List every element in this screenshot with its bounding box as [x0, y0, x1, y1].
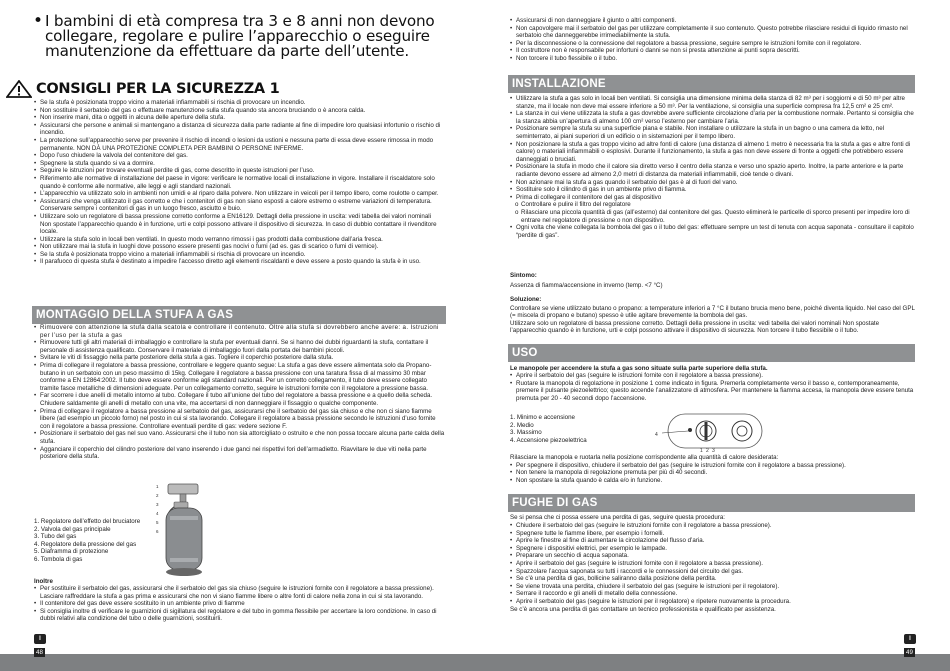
- list-item: • Non capovolgere mai il serbatoio del gas per utilizzare completamente il suo contenuto. Questo potrebbe rilasciare residui di liquido rimasto nel serbatoio che danneggerebbe irrimediabilmente la stufa.: [510, 25, 916, 40]
- list-item: • Il contenitore del gas deve essere sostituito in un ambiente privo di fiamme: [34, 600, 446, 608]
- list-item: • Il costruttore non è responsabile per infortuni o danni se non si presta attenzione ai punti sopra descritti.: [510, 47, 916, 55]
- list-item: • Ogni volta che viene collegata la bombola del gas o il tubo del gas: effettuare sempre un test di tenuta con acqua saponata - consultare il capitolo “perdite di gas”.: [510, 224, 916, 239]
- footer-strip: [0, 654, 950, 671]
- control-knobs-illustration: [650, 410, 770, 456]
- list-item: • Utilizzare solo un regolatore di bassa pressione corretto conforme a EN16129. Dettagli della pressione in uscita: vedi tabella dei valori nominali Non spostate l’apparecchio quando è in funzione, urti e colpi possono attivare il dispositivo di sicurezza. In caso di dubbio contattare il rivenditore locale.: [34, 213, 444, 236]
- list-item: • Prima di collegare il contenitore del gas al dispositivo: [510, 194, 916, 202]
- use-intro: Le manopole per accendere la stufa a gas sono situate sulla parte superiore della stufa.: [510, 365, 768, 372]
- language-badge: I: [904, 634, 916, 644]
- list-subitem: o Controllare e pulire il filtro del regolatore: [510, 201, 916, 209]
- list-item: • Se c’è una perdita di gas, bollicine saliranno dalla posizione della perdita.: [510, 575, 916, 583]
- knob-callout: 2: [706, 448, 709, 454]
- solution-title: Soluzione:: [510, 296, 542, 303]
- gas-cylinder-illustration: [154, 480, 214, 578]
- legend-item: 2. Medio: [510, 421, 534, 429]
- list-item: • Posizionare il serbatoio del gas nel suo vano. Assicurarsi che il tubo non sia attorcigliato o ostruito e che non possa toccare alcuna parte calda della stufa.: [34, 430, 446, 445]
- list-item: • Non spostare la stufa quando è calda e/o in funzione.: [510, 477, 916, 485]
- list-item: • Spazzolare l’acqua saponata su tutti i raccordi e le connessioni del circuito del gas.: [510, 568, 916, 576]
- page-number: 49: [906, 649, 913, 656]
- list-item: • Il parafuoco di questa stufa è destinato a impedire l’accesso diretto agli elementi riscaldanti e deve essere a posto quando la stufa è in uso.: [34, 258, 444, 266]
- list-item: • Rimuovere tutti gli altri materiali di imballaggio e controllare la stufa per eventuali danni. Se si hanno dei dubbi riguardanti la stufa, contattare il personale di assistenza qualificato. Conservare il materiale di imballaggio fuori dalla portata dei bambini piccoli.: [34, 339, 446, 354]
- list-item: • Per sostituire il serbatoio del gas, assicurarsi che il serbatoio del gas sia chiuso (seguire le istruzioni fornite con il regolatore a bassa pressione). Lasciare raffreddare la stufa a gas prima e assicurarsi che non vi siano fiamme libere o altre fonti di calore nella zona in cui si sta lavorando.: [34, 585, 446, 600]
- list-item: • Se la stufa è posizionata troppo vicino a materiali infiammabili si rischia di provocare un incendio.: [34, 99, 444, 107]
- list-item: Se c’è ancora una perdita di gas contattare un tecnico professionista e qualificato per assistenza.: [510, 605, 776, 613]
- legend-item: 3. Tubo del gas: [34, 533, 77, 541]
- list-item: • Spegnere la stufa quando si va a dormire.: [34, 160, 444, 168]
- knob-legend: [510, 414, 587, 444]
- list-item: • Aprire il serbatoio del gas (seguire le istruzioni per il regolatore) e ripetere nuovamente la procedura.: [510, 598, 916, 606]
- list-item: • Non posizionare la stufa a gas troppo vicino ad altre fonti di calore (una distanza di almeno 1 metro è necessaria fra la stufa a gas e altre fonti di calore) o materiali infiammabili o esplosivi. Durante il funzionamento, la stufa a gas non deve essere di fronte a oggetti che potrebbero essere danneggiati o bruciati.: [510, 141, 916, 164]
- list-item: • Non inserire mani, dita o oggetti in alcuna delle aperture della stufa.: [34, 114, 444, 122]
- after-knob-list: [510, 462, 916, 485]
- list-item: • Rimuovere con attenzione la stufa dalla scatola e controllare il contenuto. Oltre alla stufa si dovrebbero anche avere: a. Istruzioni per l’uso per la stufa a gas: [34, 324, 446, 339]
- gas-leak-list: [510, 522, 916, 613]
- use-list: [510, 372, 916, 402]
- solution-text-2: Utilizzare solo un regolatore di bassa pressione corretto. Dettagli della pressione in uscita: vedi tabella dei valori nominali Non spostate l’apparecchio quando è in funzione, urti e colpi possono attivare il dispositivo di sicurezza. Non torcere il tubo flessibile o il tubo.: [510, 319, 880, 335]
- solution-block: [510, 296, 916, 335]
- legend-item: 2. Valvola del gas principale: [34, 525, 111, 533]
- bullet: •: [33, 11, 43, 31]
- legend-item: 4. Regolatore della pressione del gas: [34, 540, 137, 548]
- page-number: 48: [36, 649, 43, 656]
- legend-item: 6. Tombola di gas: [34, 555, 83, 563]
- list-item: • Non azionare mai la stufa a gas quando il serbatoio del gas è al di fuori del vano.: [510, 179, 916, 187]
- legend-item: 5. Diaframma di protezione: [34, 548, 109, 556]
- precautions-list: [510, 17, 916, 63]
- use-section-header: USO: [508, 344, 915, 362]
- children-warning-text: I bambini di età compresa tra 3 e 8 anni non devono collegare, regolare e pulire l’apparecchio o eseguire manutenzione da effettuare da parte dell’utente.: [45, 12, 435, 60]
- moreover-heading: Inoltre: [34, 578, 53, 585]
- list-item: • Preparare un secchio di acqua saponata.: [510, 552, 916, 560]
- after-knob-text: Rilasciare la manopola e ruotarla nella posizione corrispondente alla quantità di calore desiderata:: [510, 454, 779, 461]
- knob-callout: 4: [655, 432, 658, 438]
- list-item: • Per spegnere il dispositivo, chiudere il serbatoio del gas (seguire le istruzioni fornite con il regolatore a bassa pressione).: [510, 462, 916, 470]
- gas-leak-section-header: FUGHE DI GAS: [508, 494, 915, 512]
- legend-item: 3. Massimo: [510, 429, 542, 437]
- safety-heading: [6, 80, 466, 98]
- callout-number: 3: [156, 502, 159, 507]
- installation-section-header: INSTALLAZIONE: [508, 75, 915, 93]
- knob-callout: 3: [712, 448, 715, 454]
- symptom-block: [510, 272, 916, 289]
- children-warning: [33, 11, 453, 60]
- figure-legend: [34, 518, 140, 564]
- list-item: • Non torcere il tubo flessibile o il tubo.: [510, 55, 916, 63]
- symptom-text: Assenza di fiamma/accensione in inverno (temp. <7 °C): [510, 281, 663, 289]
- knob-callout: 1: [700, 448, 703, 454]
- list-item: • Serrare il raccordo e gli anelli di metallo della connessione.: [510, 590, 916, 598]
- list-item: • Assicurarsi che persone e animali si mantengano a distanza di sicurezza dalla parte radiante al fine di impedire loro qualsiasi infortunio o rischio di incendio.: [34, 122, 444, 137]
- list-item: • Spegnere tutte le fiamme libere, per esempio i fornelli.: [510, 530, 916, 538]
- list-item: • Aprire le finestre al fine di aumentare la circolazione del flusso d’aria.: [510, 537, 916, 545]
- mount-list: [34, 324, 446, 461]
- list-item: • Spegnere i dispositivi elettrici, per esempio le lampade.: [510, 545, 916, 553]
- list-item: • Aprire il serbatoio del gas (seguire le istruzioni fornite con il regolatore a bassa pressione).: [510, 372, 916, 380]
- list-item: • Non utilizzare mai la stufa in luoghi dove possono essere presenti gas nocivi o fumi (ad es. gas di scarico o fumi di vernice).: [34, 243, 444, 251]
- list-item: • Utilizzare la stufa a gas solo in locali ben ventilati. Si consiglia una dimensione minima della stanza di 82 m³ per i soggiorni e di 50 m³ per altre stanze, ma il locale non deve mai essere inferiore a 50 m³. Per la ventilazione, si consiglia una superficie compresa fra 12,5 cm² e 25 cm².: [510, 95, 916, 110]
- solution-text: Controllare se viene utilizzato butano o propano: a temperature inferiori a 7 °C il butano brucia meno bene, poiché diventa liquido. Nel caso del GPL (= miscela di propano e butano) spesso è utile agitare brevemente la bombola del gas.: [510, 304, 915, 320]
- list-item: • Dopo l’uso chiudere la valvola del contenitore del gas.: [34, 152, 444, 160]
- list-item: • Sostituire solo il cilindro di gas in un ambiente privo di fiamma.: [510, 186, 916, 194]
- list-item: • Se la stufa è posizionata troppo vicino a materiali infiammabili si rischia di provocare un incendio.: [34, 251, 444, 259]
- mount-section-header: MONTAGGIO DELLA STUFA A GAS: [32, 306, 446, 324]
- gas-intro: Se si pensa che ci possa essere una perdita di gas, seguire questa procedura:: [510, 514, 725, 521]
- callout-number: 4: [156, 511, 159, 516]
- list-item: • Prima di collegare il regolatore a bassa pressione, controllare e leggere quanto segue: La stufa a gas deve essere alimentata solo da Propano-butano in un serbatoio con un peso massimo di 15kg. Collegare il regolatore a bassa pressione con una taratura fissa di al massimo 30 mbar conforme a EN 12864:2002. Il tubo deve essere conforme agli standard nazionali. Per un corretto collegamento, il tubo deve essere collegato tramite fasce metalliche di dimensioni adeguate. Per un collegamento corretto, seguire le istruzioni fornite con il regolatore a pressione bassa.: [34, 362, 446, 392]
- list-item: • Assicurarsi di non danneggiare il giunto o altri componenti.: [510, 17, 916, 25]
- callout-number: 2: [156, 493, 159, 498]
- list-item: • Posizionare sempre la stufa su una superficie piana e stabile. Non installare o utilizzare la stufa in un bagno o una camera da letto, nel seminterrato, ai piani superiori di un edificio o in sistemazioni per il tempo libero.: [510, 125, 916, 140]
- figure-callouts: [156, 482, 159, 536]
- list-item: • Ruotare la manopola di regolazione in posizione 1 come indicato in figura. Premerla completamente verso il basso e, contemporaneamente, premere il pulsante piezoelettrico; questo accende l’analizzatore di atmosfera. Per mantenere la fiamma accesa, la manopola deve essere tenuta premuta per 20 - 40 secondi dopo l’accensione.: [510, 380, 916, 403]
- legend-item: 4. Accensione piezoelettrica: [510, 436, 587, 444]
- list-item: • Assicurarsi che venga utilizzato il gas corretto e che i contenitori di gas non siano esposti a calore estremo o estreme variazioni di temperatura. Conservare sempre i contenitori di gas in un luogo fresco, asciutto e buio.: [34, 198, 444, 213]
- list-subitem: o Rilasciare una piccola quantità di gas (all’esterno) dal contenitore del gas. Questo eliminerà le particelle di sporco presenti per impedire loro di entrare nel regolatore di pressione o non dispositivo.: [510, 209, 916, 224]
- list-item: • Non sostituire il serbatoio del gas o effettuare manutenzione sulla stufa quando sta ancora bruciando o è ancora calda.: [34, 107, 444, 115]
- knob-figure: [510, 410, 916, 456]
- list-item: • Svitare le viti di fissaggio nella parte posteriore della stufa a gas. Togliere il coperchio posteriore dalla stufa.: [34, 354, 446, 362]
- list-item: • Far scorrere i due anelli di metallo intorno al tubo. Collegare il tubo all’unione del tubo del regolatore a bassa pressione e a quello della scheda. Chiudere saldamente gli anelli di metallo con una vite, ma accertarsi di non danneggiare il fissaggio o qualche componente.: [34, 392, 446, 407]
- list-item: • Posizionare la stufa in modo che il calore sia diretto verso il centro della stanza e verso uno spazio aperto. Inoltre, la parte anteriore e la parte radiante devono essere ad almeno 2,0 metri di distanza da materiali infiammabili, cioè tende o divani.: [510, 163, 916, 178]
- after-knob-block: [510, 454, 916, 484]
- legend-item: 1. Regolatore dell’effetto del bruciatore: [34, 518, 141, 525]
- list-item: • La stanza in cui viene utilizzata la stufa a gas dovrebbe avere sufficiente circolazione d’aria per la combustione normale. Pertanto si consiglia che la stanza abbia un’apertura di almeno 100 cm² verso l’esterno per cambiare l’aria.: [510, 110, 916, 125]
- safety-title: CONSIGLI PER LA SICUREZZA 1: [36, 81, 280, 97]
- warning-triangle-icon: [6, 80, 32, 98]
- list-item: • Utilizzare la stufa solo in locali ben ventilati. In questo modo verranno rimossi i gas prodotti dalla combustione dall’aria fresca.: [34, 236, 444, 244]
- legend-item: 1. Minimo e accensione: [510, 414, 576, 421]
- language-badge: I: [34, 634, 46, 644]
- moreover-list: [34, 585, 446, 623]
- list-item: • Riferimento alle normative di installazione del paese in vigore: verificare le normative locali di installazione in vigore. Installare il riscaldatore solo quando è conforme alle normative, alle leggi e agli standard nazionali.: [34, 175, 444, 190]
- list-item: • Seguire le istruzioni per trovare eventuali perdite di gas, come descritto in queste istruzioni per l’uso.: [34, 167, 444, 175]
- list-item: • Aprire il serbatoio del gas (seguire le istruzioni fornite con il regolatore a bassa pressione).: [510, 560, 916, 568]
- safety-list: [34, 99, 444, 266]
- list-item: • Se viene trovata una perdita, chiudere il serbatoio del gas (seguire le istruzioni per il regolatore).: [510, 583, 916, 591]
- list-item: • Prima di collegare il regolatore a bassa pressione al serbatoio del gas, assicurarsi che il serbatoio del gas sia chiuso e che non ci siano fiamme libere (ad esempio un piccolo fornο) nel posto in cui si sta lavorando. Collegare il regolatore a bassa pressione secondo le istruzioni d’uso fornite con il regolatore a bassa pressione. Controllare eventuali perdite di gas: vedere sezione F.: [34, 408, 446, 431]
- list-item: • Si consiglia inoltre di verificare le guarnizioni di sigillatura del regolatore e del tubo in gomma flessibile per accertare la loro condizione. In caso di dubbi relativi alla condizione del tubo o delle guarnizioni, sostituirli.: [34, 608, 446, 623]
- list-item: • La protezione sull’apparecchio serve per prevenire il rischio di incendi o lesioni da ustioni e nessuna parte di essa deve essere rimossa in modo permanente. NON DÀ UNA PROTEZIONE COMPLETA PER BAMBINI O PERSONE INFERME.: [34, 137, 444, 152]
- callout-number: 5: [156, 520, 159, 525]
- heater-figure: [34, 480, 444, 578]
- list-item: • Non tenere la manopola di regolazione premuta per più di 40 secondi.: [510, 469, 916, 477]
- list-item: • L’apparecchio va utilizzato solo in ambienti non umidi e al riparo dalla polvere. Non utilizzare in veicoli per il tempo libero, come roulotte o camper.: [34, 190, 444, 198]
- installation-list: [510, 95, 916, 239]
- callout-number: 1: [156, 484, 159, 489]
- symptom-title: Sintomo:: [510, 272, 537, 279]
- list-item: • Agganciare il coperchio del cilindro posteriore del vano inserendo i due ganci nei rispettivi fori dell’armadietto. Riavvitare le due viti nella parte posteriore della stufa.: [34, 446, 446, 461]
- callout-number: 6: [156, 529, 159, 534]
- list-item: • Chiudere il serbatoio del gas (seguire le istruzioni fornite con il regolatore a bassa pressione).: [510, 522, 916, 530]
- list-item: • Per la disconnessione o la connessione del regolatore a bassa pressione, seguire sempre le istruzioni fornite con il regolatore.: [510, 40, 916, 48]
